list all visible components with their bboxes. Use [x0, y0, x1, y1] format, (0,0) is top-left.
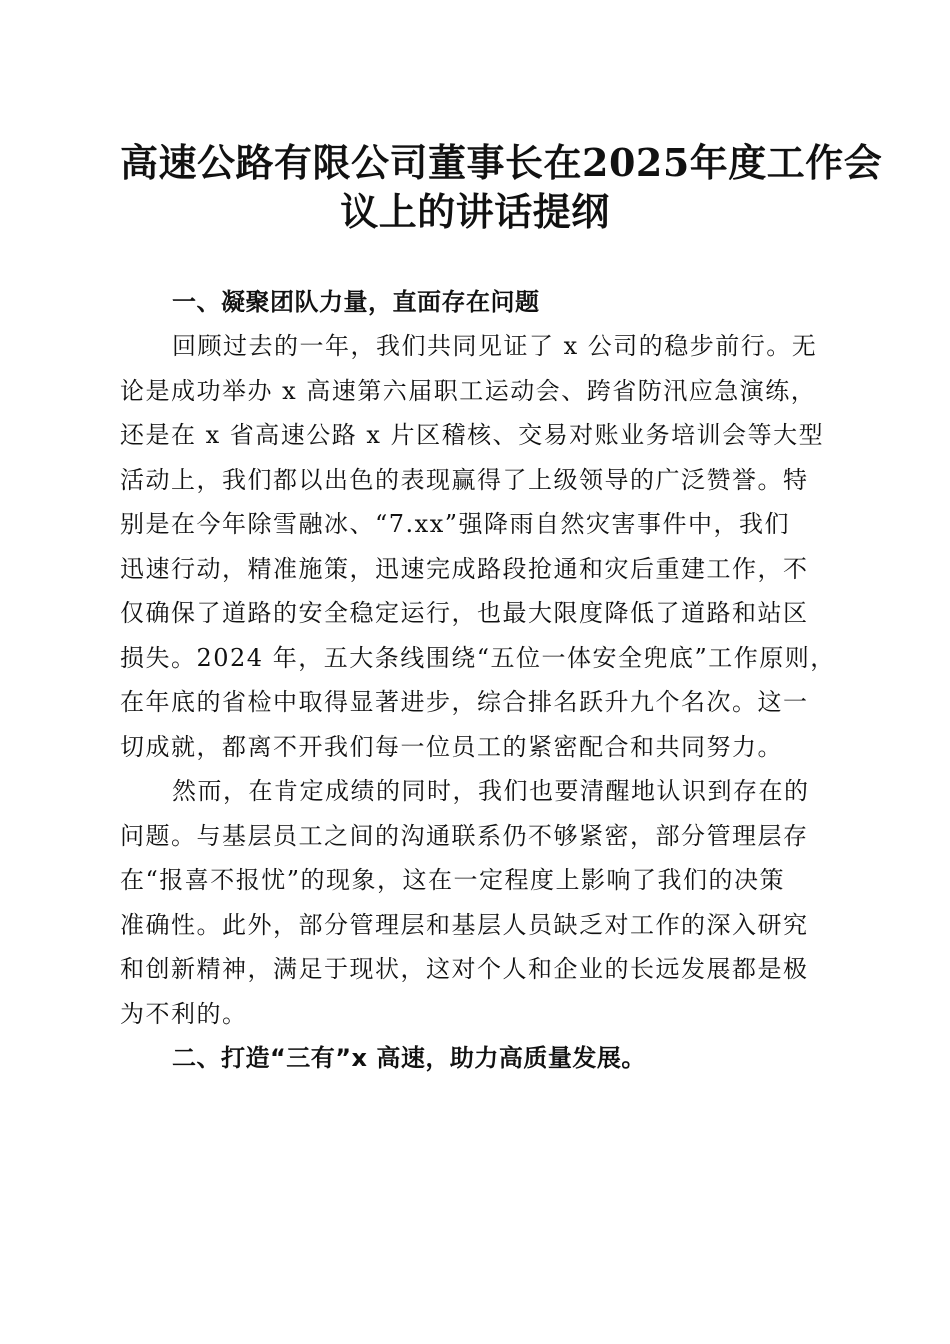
paragraph-line: 损失。2024 年，五大条线围绕“五位一体安全兜底”工作原则， [120, 643, 836, 672]
paragraph-line: 和创新精神，满足于现状，这对个人和企业的长远发展都是极 [120, 955, 809, 983]
document-body [120, 280, 836, 1080]
paragraph-line: 仅确保了道路的安全稳定运行，也最大限度降低了道路和站区 [120, 599, 809, 627]
section-2-heading: 二、打造“三有”x 高速，助力高质量发展。 [172, 1044, 646, 1072]
paragraph-line: 问题。与基层员工之间的沟通联系仍不够紧密，部分管理层存 [120, 821, 809, 850]
paragraph-line: 为不利的。 [120, 999, 248, 1028]
paragraph-line: 切成就，都离不开我们每一位员工的紧密配合和共同努力。 [120, 732, 783, 761]
paragraph-line: 迅速行动，精准施策，迅速完成路段抢通和灾后重建工作，不 [120, 554, 809, 583]
paragraph-line: 然而，在肯定成绩的同时，我们也要清醒地认识到存在的 [172, 777, 810, 805]
paragraph-line: 活动上，我们都以出色的表现赢得了上级领导的广泛赞誉。特 [120, 465, 809, 494]
title-line-1: 高速公路有限公司董事长在2025年度工作会 [120, 140, 883, 185]
paragraph-line: 在年底的省检中取得显著进步，综合排名跃升九个名次。这一 [120, 688, 809, 716]
section-1-heading: 一、凝聚团队力量，直面存在问题 [172, 288, 540, 316]
section-1-paragraph-2 [120, 769, 830, 1036]
paragraph-line: 回顾过去的一年，我们共同见证了 x 公司的稳步前行。无 [172, 332, 818, 360]
document-title [120, 138, 883, 236]
paragraph-line: 还是在 x 省高速公路 x 片区稽核、交易对账业务培训会等大型 [120, 421, 825, 449]
paragraph-line: 别是在今年除雪融冰、“7.xx”强降雨自然灾害事件中，我们 [120, 510, 791, 538]
paragraph-line: 论是成功举办 x 高速第六届职工运动会、跨省防汛应急演练， [120, 376, 817, 405]
title-line-2: 议上的讲话提纲 [340, 189, 610, 234]
section-1-paragraph-1 [120, 324, 836, 769]
paragraph-line: 在“报喜不报忧”的现象，这在一定程度上影响了我们的决策 [120, 866, 786, 894]
paragraph-line: 准确性。此外，部分管理层和基层人员缺乏对工作的深入研究 [120, 910, 809, 939]
